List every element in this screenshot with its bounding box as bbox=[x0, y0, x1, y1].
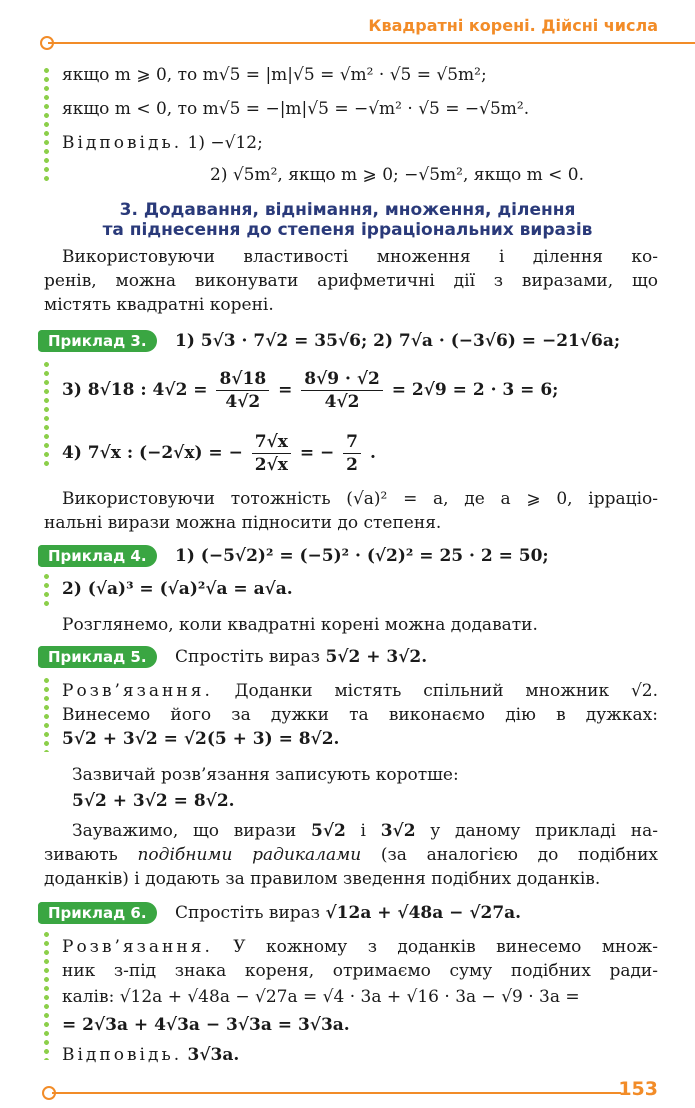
example-3-line-2-end: = 2√9 = 2 · 3 = 6; bbox=[391, 380, 559, 400]
running-header: Квадратні корені. Дійсні числа bbox=[368, 16, 658, 35]
case-positive-line: якщо m ⩾ 0, то m√5 = |m|√5 = √m² · √5 = √5m²; bbox=[62, 65, 487, 85]
example-5-task bbox=[175, 646, 427, 668]
margin-dots bbox=[44, 676, 49, 752]
margin-dots bbox=[44, 930, 49, 1060]
example-6-solution-line-1 bbox=[62, 936, 658, 958]
expression: 3√2 bbox=[380, 821, 416, 841]
equals-sign: = bbox=[278, 380, 293, 400]
solution-text: Доданки містять спільний множник √2. bbox=[234, 681, 658, 701]
paragraph-1-line-3: містять квадратні корені. bbox=[44, 295, 274, 315]
answer-line bbox=[62, 132, 263, 154]
example-3-line-3 bbox=[62, 426, 376, 480]
fraction bbox=[216, 368, 269, 413]
example-3-badge: Приклад 3. bbox=[38, 330, 157, 352]
fraction-denominator: 4√2 bbox=[225, 392, 261, 412]
fraction-numerator: 7√x bbox=[252, 431, 291, 454]
example-5-solution-line-2: Винесемо його за дужки та виконаємо дію в дужках: bbox=[62, 705, 658, 725]
task-text: Спростіть вираз bbox=[175, 903, 321, 923]
paragraph-4-line-2: 5√2 + 3√2 = 8√2. bbox=[72, 791, 235, 811]
example-5-solution-line-1 bbox=[62, 680, 658, 702]
equals-minus: = − bbox=[299, 443, 335, 463]
task-expression: 5√2 + 3√2. bbox=[325, 647, 428, 667]
text: (за аналогією до подібних bbox=[380, 845, 658, 865]
answer-part-1: 1) −√12; bbox=[187, 133, 263, 153]
fraction bbox=[301, 368, 383, 413]
example-4-badge: Приклад 4. bbox=[38, 545, 157, 567]
header-rule bbox=[48, 42, 695, 44]
solution-text: У кожному з доданків винесемо множ- bbox=[233, 937, 659, 957]
fraction-numerator: 8√9 · √2 bbox=[301, 368, 383, 391]
section-title-line-1: 3. Додавання, віднімання, множення, ділення bbox=[119, 200, 576, 220]
example-5-badge: Приклад 5. bbox=[38, 646, 157, 668]
page-number: 153 bbox=[618, 1078, 658, 1100]
answer-value: 3√3a. bbox=[187, 1045, 240, 1065]
example-6-solution-line-2: ник з-під знака кореня, отримаємо суму подібних ради- bbox=[62, 961, 658, 981]
fraction-denominator: 2√x bbox=[254, 455, 288, 475]
example-6-task bbox=[175, 902, 521, 924]
margin-dots bbox=[44, 572, 49, 606]
paragraph-3: Розглянемо, коли квадратні корені можна додавати. bbox=[62, 615, 538, 635]
example-4-line-1: 1) (−5√2)² = (−5)² · (√2)² = 25 · 2 = 50; bbox=[175, 546, 549, 566]
task-expression: √12a + √48a − √27a. bbox=[325, 903, 522, 923]
footer-rule bbox=[52, 1092, 621, 1094]
text: зивають bbox=[44, 845, 118, 865]
term-similar-radicals: подібними радикалами bbox=[137, 845, 362, 865]
answer-part-2: 2) √5m², якщо m ⩾ 0; −√5m², якщо m < 0. bbox=[210, 165, 584, 185]
fraction bbox=[343, 431, 361, 476]
answer-label: Відповідь. bbox=[62, 1045, 183, 1065]
fraction-numerator: 8√18 bbox=[216, 368, 269, 391]
example-3-line-2-start: 3) 8√18 : 4√2 = bbox=[62, 380, 208, 400]
paragraph-5-line-1 bbox=[72, 820, 658, 842]
case-negative-line: якщо m < 0, то m√5 = −|m|√5 = −√m² · √5 = −√5m². bbox=[62, 99, 530, 119]
example-3-line-3-start: 4) 7√x : (−2√x) = − bbox=[62, 443, 243, 463]
expression: 5√2 bbox=[310, 821, 346, 841]
paragraph-5-line-2 bbox=[44, 844, 658, 866]
example-6-solution-line-3: калів: √12a + √48a − √27a = √4 · 3a + √16 · 3a − √9 · 3a = bbox=[62, 987, 580, 1007]
example-6-badge: Приклад 6. bbox=[38, 902, 157, 924]
answer-label: Відповідь. bbox=[62, 133, 183, 153]
text: у даному прикладі на- bbox=[430, 821, 659, 841]
example-3-line-2 bbox=[62, 363, 558, 417]
example-6-solution-line-4: = 2√3a + 4√3a − 3√3a = 3√3a. bbox=[62, 1015, 350, 1035]
example-5-solution-line-3: 5√2 + 3√2 = √2(5 + 3) = 8√2. bbox=[62, 729, 340, 749]
paragraph-2-line-1: Використовуючи тотожність (√a)² = a, де a ⩾ 0, ірраціо- bbox=[62, 489, 658, 509]
paragraph-5-line-3: доданків) і додають за правилом зведення подібних доданків. bbox=[44, 869, 601, 889]
text: Зауважимо, що вирази bbox=[72, 821, 297, 841]
paragraph-4-line-1: Зазвичай розв’язання записують коротше: bbox=[72, 765, 459, 785]
fraction-denominator: 2 bbox=[346, 455, 359, 475]
paragraph-1-line-2: ренів, можна виконувати арифметичні дії з виразами, що bbox=[44, 271, 658, 291]
solution-label: Розв’язання. bbox=[62, 681, 213, 701]
example-4-line-2: 2) (√a)³ = (√a)²√a = a√a. bbox=[62, 579, 293, 599]
solution-label: Розв’язання. bbox=[62, 937, 213, 957]
paragraph-1-line-1: Використовуючи властивості множення і ділення ко- bbox=[62, 247, 658, 267]
task-text: Спростіть вираз bbox=[175, 647, 321, 667]
paragraph-2-line-2: нальні вирази можна підносити до степеня. bbox=[44, 513, 442, 533]
text: і bbox=[360, 821, 366, 841]
fraction bbox=[252, 431, 291, 476]
example-6-answer bbox=[62, 1044, 239, 1066]
margin-dots bbox=[44, 66, 49, 184]
section-title-line-2: та піднесення до степеня ірраціональних виразів bbox=[102, 220, 593, 240]
period: . bbox=[369, 443, 376, 463]
fraction-numerator: 7 bbox=[343, 431, 361, 454]
example-3-line-1: 1) 5√3 · 7√2 = 35√6; 2) 7√a · (−3√6) = −21√6a; bbox=[175, 331, 621, 351]
fraction-denominator: 4√2 bbox=[324, 392, 360, 412]
margin-dots bbox=[44, 360, 49, 470]
